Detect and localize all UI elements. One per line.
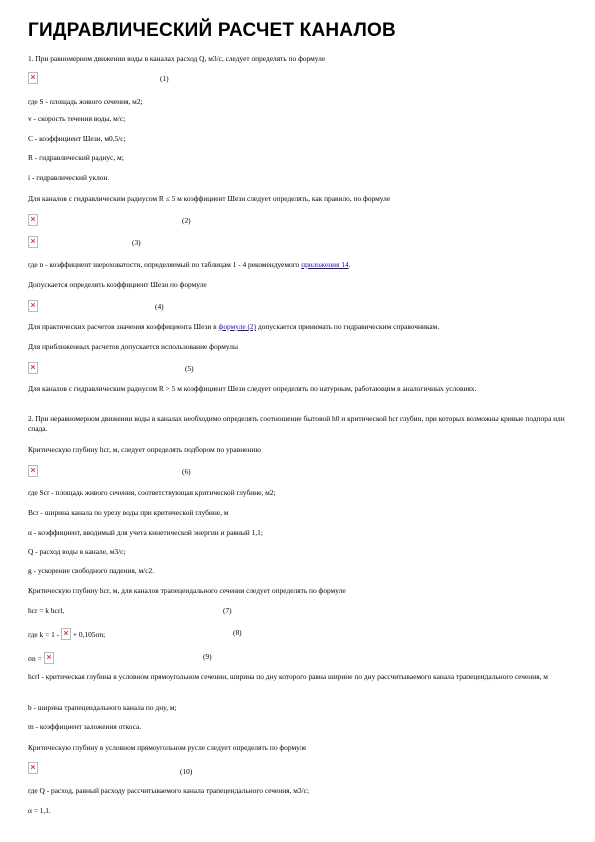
- paragraph-4: Для практических расчетов значения коэффициента Шези в формуле (2) допускается принимать по гидравическим справочникам.: [28, 322, 440, 331]
- where-s: где S - площадь живого сечения, м2;: [28, 97, 143, 106]
- where-n: где n - коэффициент шероховатости, определяемый по таблицам 1 - 4 рекомендуемого приложения 14.: [28, 260, 351, 269]
- paragraph-2: Для каналов с гидравлическим радиусом R ≤ 5 м коэффициент Шези следует определять, как правило, по формуле: [28, 194, 391, 203]
- where-b: b - ширина трапецеидального канала по дну, м;: [28, 703, 177, 712]
- broken-image-icon: [44, 652, 54, 664]
- broken-image-icon: [28, 465, 38, 477]
- paragraph-3: Допускается определять коэффициент Шези по формуле: [28, 280, 207, 289]
- equation-number: (10): [180, 767, 193, 776]
- formula-8: где k = 1 - + 0,105σn; (8): [28, 628, 242, 639]
- formula-4: [28, 300, 568, 316]
- where-bcr: Bcr - ширина канала по урезу воды при критической глубине, м: [28, 508, 229, 517]
- where-v: v - скорость течения воды, м/с;: [28, 114, 126, 123]
- formula-5: [28, 362, 568, 378]
- paragraph-6: Для каналов с гидравлическим радиусом R > 5 м коэффициент Шези следует определять по натурным, работающим в аналогичных условиях.: [28, 384, 477, 393]
- where-q2: где Q - расход, равный расходу рассчитываемого канала трапецеидального сечения, м3/с;: [28, 786, 310, 795]
- formula-10: [28, 762, 568, 778]
- paragraph-8: Критическую глубину hcr, м, следует определять подбором по уравнению: [28, 445, 261, 454]
- formula-2: [28, 214, 568, 230]
- broken-image-icon: [61, 628, 71, 640]
- equation-number: (5): [185, 364, 194, 373]
- equation-number: (2): [182, 216, 191, 225]
- broken-image-icon: [28, 762, 38, 774]
- equation-number: (1): [160, 74, 169, 83]
- formula-3: [28, 236, 568, 252]
- broken-image-icon: [28, 300, 38, 312]
- equation-number: (6): [182, 467, 191, 476]
- where-m: m - коэффициент заложения откоса.: [28, 722, 142, 731]
- where-r: R - гидравлический радиус, м;: [28, 153, 124, 162]
- where-hcrl: hcrl - критическая глубина в условном прямоугольном сечении, ширина по дну которого равна ширине по дну рассчитываемого канала трапецеидального сечения, м: [28, 672, 548, 681]
- where-c: С - коэффициент Шези, м0,5/с;: [28, 134, 126, 143]
- where-q: Q - расход воды в канале, м3/с;: [28, 547, 126, 556]
- formula-7: hcr = k hcrl, (7): [28, 606, 232, 615]
- equation-number: (3): [132, 238, 141, 247]
- formula-6: [28, 465, 568, 481]
- paragraph-7: 2. При неравномерном движении воды в каналах необходимо определять соотношение бытовой h0 и критической hcr глубин, при которых возможны кривые подпора или спада.: [28, 414, 565, 433]
- where-scr: где Scr - площадь живого сечения, соответствующая критической глубине, м2;: [28, 488, 276, 497]
- where-alpha: α - коэффициент, вводимый для учета кинетической энергии и равный 1,1;: [28, 528, 263, 537]
- broken-image-icon: [28, 362, 38, 374]
- equation-number: (7): [223, 606, 232, 615]
- equation-number: (4): [155, 302, 164, 311]
- equation-number: (9): [203, 652, 212, 661]
- formula-9: σn = (9): [28, 652, 212, 663]
- broken-image-icon: [28, 72, 38, 84]
- equation-number: (8): [233, 628, 242, 637]
- formula-2-link[interactable]: формуле (2): [218, 322, 257, 331]
- paragraph-5: Для приближенных расчетов допускается использование формулы: [28, 342, 238, 351]
- paragraph-1: 1. При равномерном движении воды в каналах расход Q, м3/с, следует определять по формуле: [28, 54, 326, 63]
- paragraph-10: Критическую глубину в условном прямоугольном русле следует определять по формуле: [28, 743, 307, 752]
- page-title: ГИДРАВЛИЧЕСКИЙ РАСЧЕТ КАНАЛОВ: [28, 20, 396, 41]
- broken-image-icon: [28, 214, 38, 226]
- paragraph-9: Критическую глубину hcr, м, для каналов трапецеидального сечения следует определять по формуле: [28, 586, 346, 595]
- where-i: i - гидравлический уклон.: [28, 173, 110, 182]
- where-g: g - ускорение свободного падения, м/с2.: [28, 566, 155, 575]
- where-alpha2: α = 1,1.: [28, 806, 51, 815]
- appendix-14-link[interactable]: приложения 14: [301, 260, 349, 269]
- formula-1: [28, 72, 568, 88]
- broken-image-icon: [28, 236, 38, 248]
